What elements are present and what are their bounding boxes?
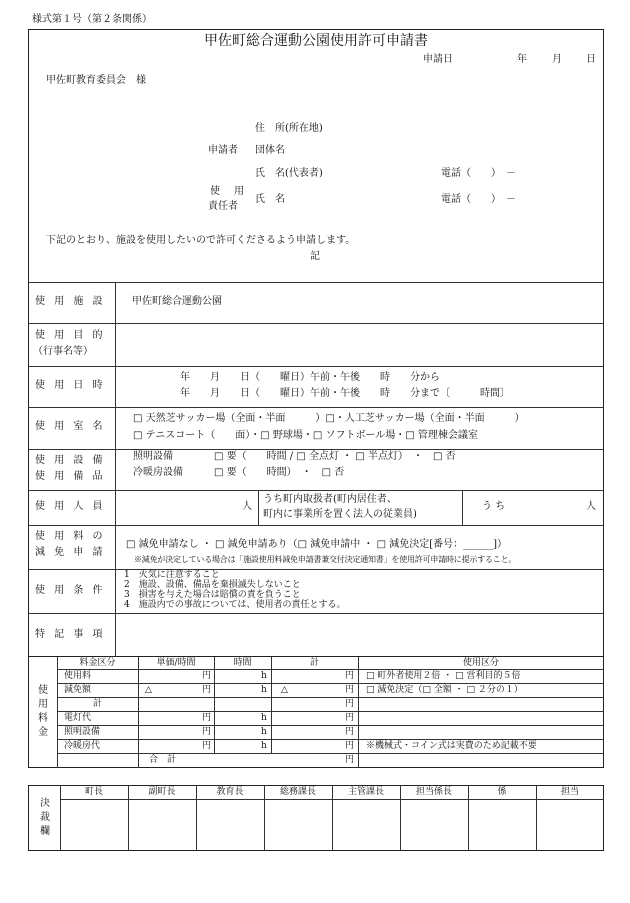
approval-header: 町長	[84, 787, 103, 797]
fee-side-label: 料	[38, 713, 48, 724]
notes-label: 特 記 事 項	[35, 629, 106, 640]
approval-side-label: 欄	[40, 826, 50, 837]
fee-side-label: 用	[38, 699, 48, 710]
condition-item: 1 火気に注意すること	[124, 570, 220, 580]
approval-side-label: 裁	[40, 812, 50, 823]
fee-header: 時間	[233, 658, 252, 668]
reduction-label-2: 減 免 申 請	[35, 547, 106, 558]
total-unit: 円	[345, 755, 355, 765]
approval-header: 教育長	[216, 787, 244, 797]
approval-header: 担当係長	[415, 787, 452, 797]
responsible-label-1: 使 用	[210, 186, 246, 197]
hvac-label: 冷暖房設備	[133, 467, 183, 478]
facility-value: 甲佐町総合運動公園	[132, 296, 222, 307]
applicant-label: 申請者	[208, 145, 238, 156]
rooms-line-1: □ 天然芝サッカー場（全面・半面 ）□・人工芝サッカー場（全面・半面 ）	[133, 413, 525, 424]
responsible-name-label: 氏 名	[255, 194, 285, 205]
application-date-year: 年	[517, 54, 527, 65]
equipment-label-2: 使 用 備 品	[35, 471, 106, 482]
facility-label: 使 用 施 設	[35, 296, 106, 307]
equipment-label-1: 使 用 設 備	[35, 455, 106, 466]
application-date-day: 日	[586, 54, 596, 65]
fee-header: 使用区分	[462, 658, 499, 668]
reduction-note: ※減免が決定している場合は「施設使用料減免申請書兼交付決定通知書」を使用許可申請時に提示すること。	[134, 555, 517, 564]
form-title: 甲佐町総合運動公園使用許可申請書	[204, 33, 428, 49]
datetime-to: 年 月 日（ 曜日）午前・午後 時 分まで〔 時間〕	[180, 388, 510, 399]
applicant-org-label: 団体名	[255, 145, 285, 156]
application-date-month: 月	[552, 54, 562, 65]
fee-side-label: 金	[38, 727, 48, 738]
rooms-line-2: □ テニスコート（ 面）・□ 野球場・□ ソフトボール場・□ 管理棟会議室	[133, 430, 478, 441]
people-label: 使 用 人 員	[35, 501, 106, 512]
ki-mark: 記	[310, 251, 320, 262]
lighting-label: 照明設備	[133, 451, 173, 462]
people-unit-2: 人	[586, 501, 596, 512]
approval-side-label: 決	[40, 798, 50, 809]
fee-side-label: 使	[38, 685, 48, 696]
hvac-options: □ 要（ 時間） ・ □ 否	[214, 467, 345, 478]
approval-header: 副町長	[148, 787, 176, 797]
approval-header: 総務課長	[279, 787, 316, 797]
total-label: 合 計	[149, 755, 177, 765]
conditions-label: 使 用 条 件	[35, 585, 106, 596]
applicant-phone: 電話（ ） －	[441, 168, 516, 179]
condition-item: 2 施設、設備、備品を棄損滅失しないこと	[124, 580, 301, 590]
addressee: 甲佐町教育委員会 様	[46, 75, 146, 86]
reduction-options: □ 減免申請なし ・ □ 減免申請あり（□ 減免申請中 ・ □ 減免決定[番号：______]）	[126, 539, 508, 550]
people-unit: 人	[242, 501, 252, 512]
local-handlers-label-2: 町内に事業所を置く法人の従業員)	[263, 509, 417, 520]
local-handlers-label-1: うち町内取扱者(町内居住者、	[263, 494, 397, 505]
applicant-name-label: 氏 名(代表者)	[255, 168, 323, 179]
purpose-sublabel: （行事名等）	[33, 346, 93, 357]
fee-header: 料金区分	[79, 658, 116, 668]
datetime-label: 使 用 日 時	[35, 380, 106, 391]
responsible-label-2: 責任者	[208, 201, 238, 212]
fee-header: 計	[309, 658, 319, 668]
responsible-phone: 電話（ ） －	[441, 194, 516, 205]
fee-header: 単価/時間	[156, 658, 196, 668]
datetime-from: 年 月 日（ 曜日）午前・午後 時 分から	[180, 372, 440, 383]
approval-header: 担当	[560, 787, 579, 797]
condition-item: 4 施設内での事故については、使用者の責任とする。	[124, 600, 346, 610]
approval-header: 主管課長	[347, 787, 384, 797]
form-number: 様式第１号（第２条関係）	[32, 14, 152, 25]
lighting-options: □ 要（ 時間 / □ 全点灯 ・ □ 半点灯） ・ □ 否	[214, 451, 456, 462]
uchi-label: う ち	[482, 501, 506, 512]
applicant-address-label: 住 所(所在地)	[255, 123, 323, 134]
approval-header: 係	[497, 787, 507, 797]
reduction-label-1: 使 用 料 の	[35, 531, 106, 542]
rooms-label: 使 用 室 名	[35, 421, 106, 432]
request-text: 下記のとおり、施設を使用したいので許可くださるよう申請します。	[46, 235, 356, 246]
application-date-label: 申請日	[423, 54, 453, 65]
condition-item: 3 損害を与えた場合は賠償の責を負うこと	[124, 590, 301, 600]
purpose-label: 使 用 目 的	[35, 330, 106, 341]
